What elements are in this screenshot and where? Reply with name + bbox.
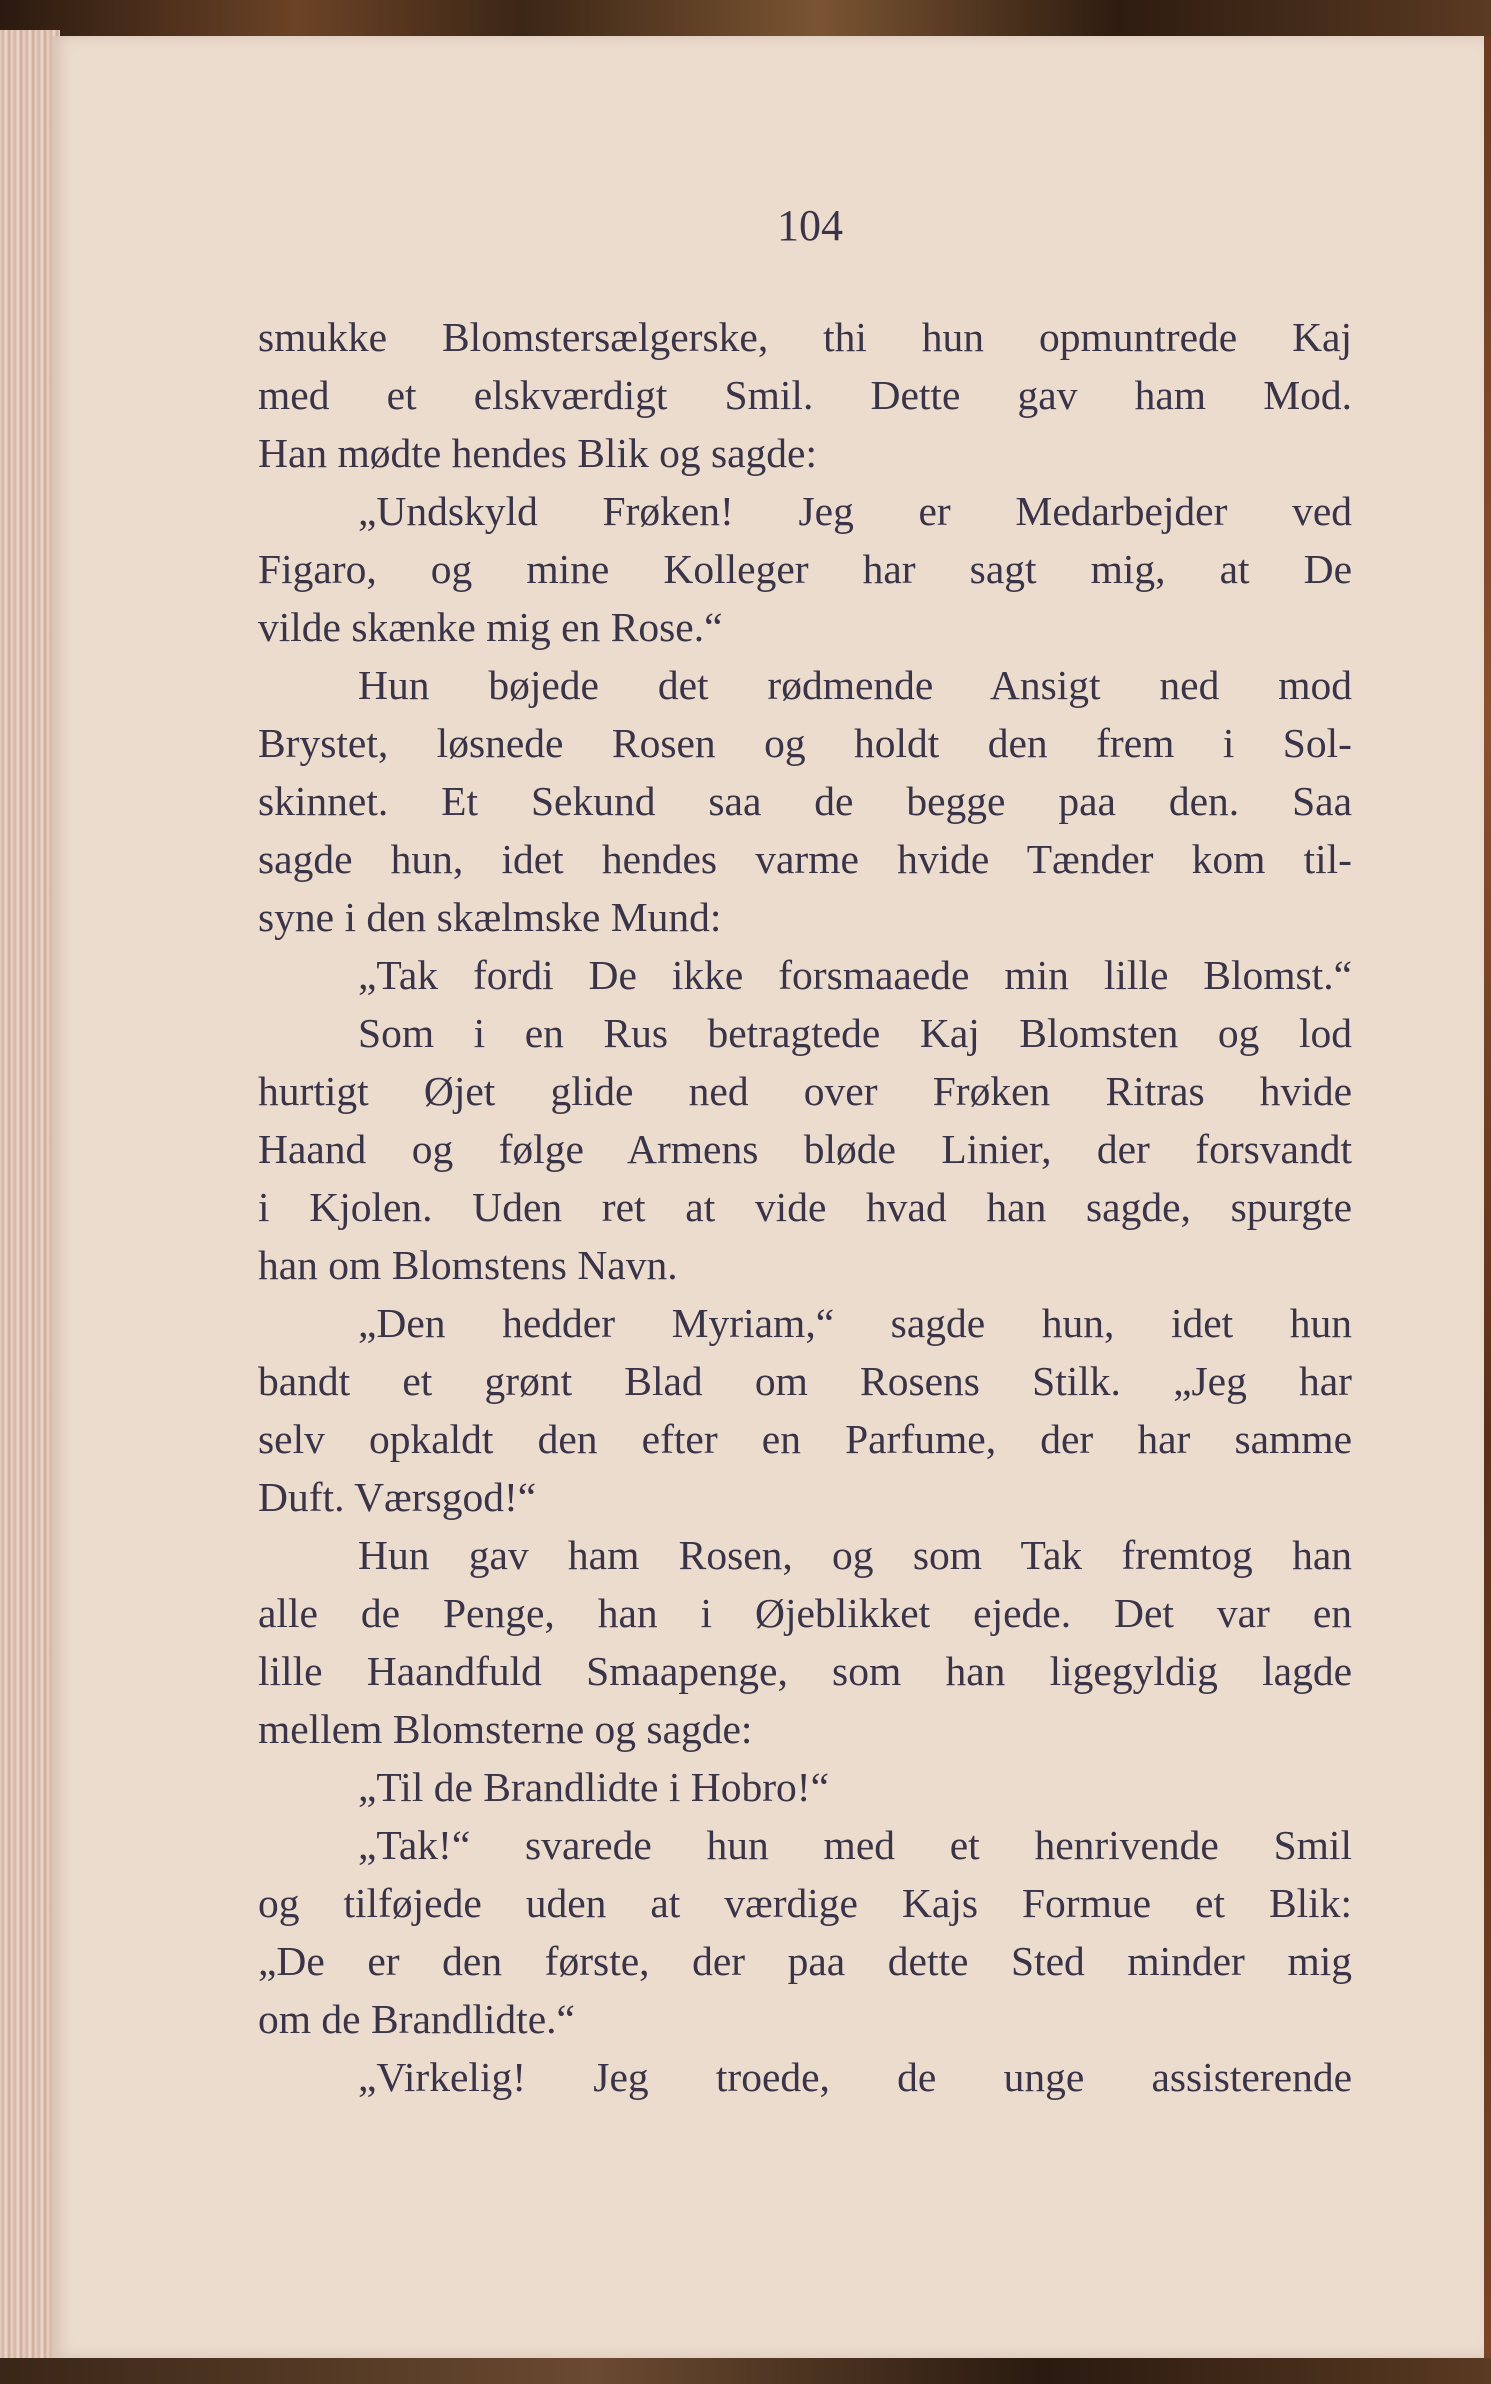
text-line: skinnet. Et Sekund saa de begge paa den. Saa — [258, 778, 1352, 824]
text-line: bandt et grønt Blad om Rosens Stilk. „Jeg har — [258, 1358, 1352, 1404]
text-line: med et elskværdigt Smil. Dette gav ham Mod. — [258, 372, 1352, 418]
text-line: mellem Blomsterne og sagde: — [258, 1706, 753, 1752]
text-line: hurtigt Øjet glide ned over Frøken Ritras hvide — [258, 1068, 1352, 1114]
text-line: selv opkaldt den efter en Parfume, der har samme — [258, 1416, 1352, 1462]
text-line: Brystet, løsnede Rosen og holdt den frem i Sol- — [258, 720, 1352, 766]
text-line: „Virkelig! Jeg troede, de unge assisterende — [358, 2054, 1352, 2100]
text-line: „De er den første, der paa dette Sted minder mig — [258, 1938, 1352, 1984]
text-line: Duft. Værsgod!“ — [258, 1474, 537, 1520]
text-line: og tilføjede uden at værdige Kajs Formue et Blik: — [258, 1880, 1352, 1926]
text-line: „Undskyld Frøken! Jeg er Medarbejder ved — [358, 488, 1352, 534]
text-line: alle de Penge, han i Øjeblikket ejede. Det var en — [258, 1590, 1352, 1636]
text-line: smukke Blomstersælgerske, thi hun opmuntrede Kaj — [258, 314, 1352, 360]
text-line: Figaro, og mine Kolleger har sagt mig, at De — [258, 546, 1352, 592]
text-line: „Til de Brandlidte i Hobro!“ — [358, 1764, 830, 1810]
text-line: om de Brandlidte.“ — [258, 1996, 575, 2042]
book-top-edge — [0, 0, 1491, 40]
text-line: Som i en Rus betragtede Kaj Blomsten og lod — [358, 1010, 1352, 1056]
text-line: „Tak fordi De ikke forsmaaede min lille Blomst.“ — [358, 952, 1352, 998]
text-line: „Tak!“ svarede hun med et henrivende Smil — [358, 1822, 1352, 1868]
page-stack-edge — [0, 30, 60, 2360]
text-line: vilde skænke mig en Rose.“ — [258, 604, 723, 650]
text-line: Hun bøjede det rødmende Ansigt ned mod — [358, 662, 1352, 708]
text-line: Hun gav ham Rosen, og som Tak fremtog han — [358, 1532, 1352, 1578]
text-line: i Kjolen. Uden ret at vide hvad han sagde, spurgte — [258, 1184, 1352, 1230]
book-bottom-edge — [0, 2358, 1491, 2384]
text-line: han om Blomstens Navn. — [258, 1242, 678, 1288]
page-number: 104 — [777, 201, 843, 250]
text-line: lille Haandfuld Smaapenge, som han ligegyldig lagde — [258, 1648, 1352, 1694]
text-line: sagde hun, idet hendes varme hvide Tænder kom til- — [258, 836, 1352, 882]
text-line: syne i den skælmske Mund: — [258, 894, 722, 940]
text-line: Haand og følge Armens bløde Linier, der forsvandt — [258, 1126, 1352, 1172]
text-line: Han mødte hendes Blik og sagde: — [258, 430, 817, 476]
book-cover-edge — [1484, 36, 1491, 2358]
body-text — [258, 308, 1352, 2106]
text-line: „Den hedder Myriam,“ sagde hun, idet hun — [358, 1300, 1352, 1346]
